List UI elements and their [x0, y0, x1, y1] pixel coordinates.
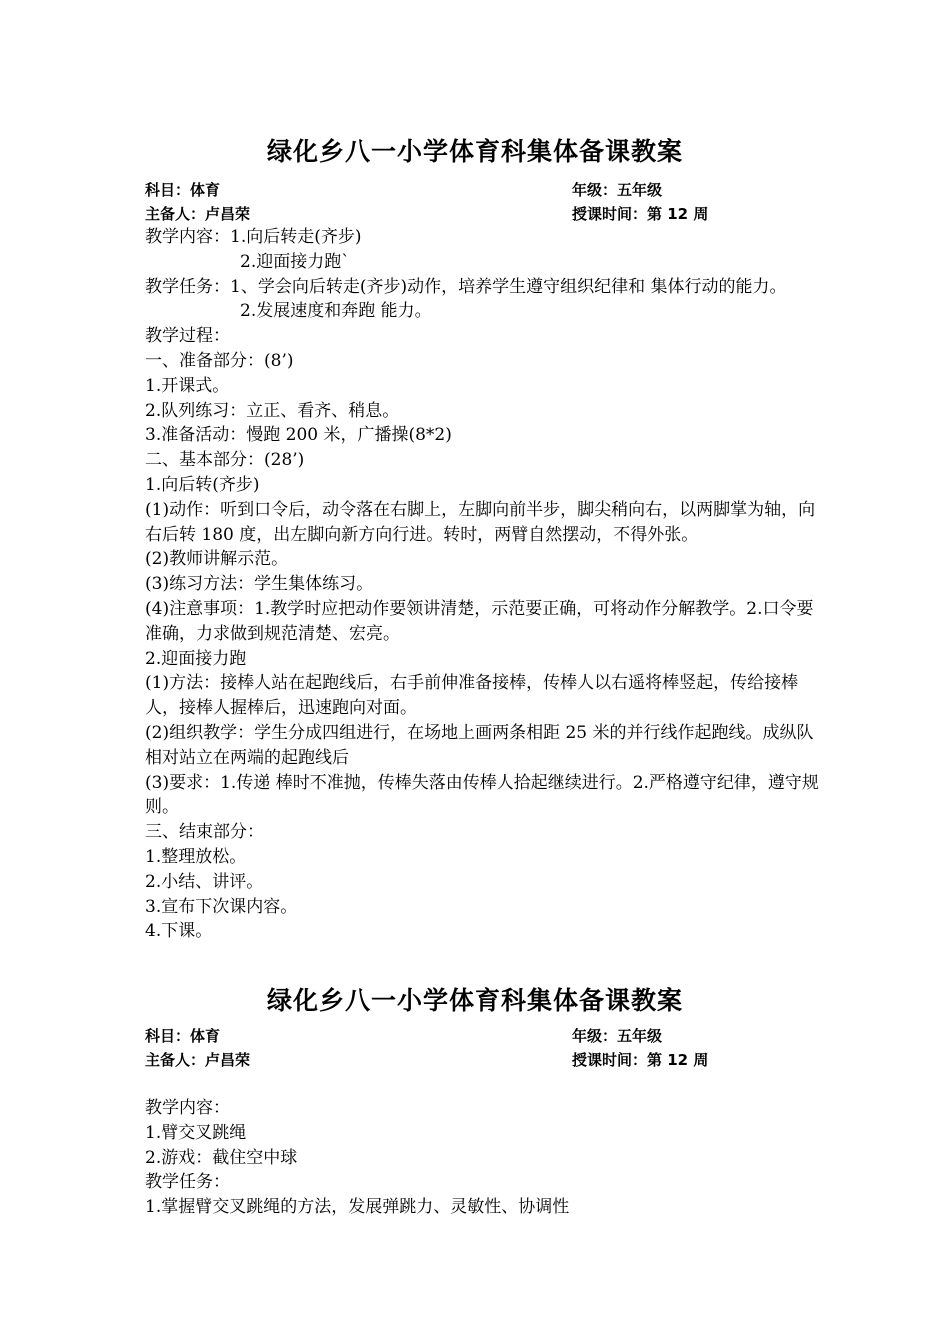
list-item: 1.开课式。 — [145, 375, 230, 396]
list-item: (4)注意事项：1.教学时应把动作要领讲清楚，示范要正确，可将动作分解教学。2.口令要准确，力求做到规范清楚、宏亮。 — [145, 598, 814, 644]
task-line: 教学任务：1、学会向后转走(齐步)动作，培养学生遵守组织纪律和 集体行动的能力。 — [145, 276, 787, 297]
list-item: (1)方法：接棒人站在起跑线后，右手前伸准备接棒，传棒人以右遥将棒竖起，传给接棒人，接棒人握棒后，迅速跑向对面。 — [145, 673, 799, 719]
list-item: 1.整理放松。 — [145, 846, 247, 867]
list-item: (3)要求：1.传递 棒时不准抛，传棒失落由传棒人拾起继续进行。2.严格遵守纪律，遵守规则。 — [145, 772, 819, 818]
meta-row-1 — [145, 179, 825, 201]
list-item: (2)组织教学：学生分成四组进行，在场地上画两条相距 25 米的并行线作起跑线。成纵队相对站立在两端的起跑线后 — [145, 722, 814, 768]
subject-field: 科目：体育 — [145, 1027, 221, 1045]
content-heading: 教学内容： — [145, 1098, 230, 1118]
list-item: 2.游戏：截住空中球 — [145, 1147, 298, 1168]
meta-row-3 — [145, 1025, 825, 1047]
lesson-body-1 — [145, 225, 825, 944]
list-item: 1.掌握臂交叉跳绳的方法，发展弹跳力、灵敏性、协调性 — [145, 1197, 570, 1218]
grade-field: 年级：五年级 — [572, 181, 663, 199]
meta-row-4 — [145, 1049, 825, 1071]
subject-field: 科目：体育 — [145, 181, 221, 199]
list-item: 2.队列练习：立正、看齐、稍息。 — [145, 400, 400, 421]
lesson-body-2 — [145, 1096, 825, 1220]
list-item: 1.向后转(齐步) — [145, 474, 260, 495]
teaching-time-field: 授课时间：第 12 周 — [572, 1051, 709, 1069]
task-line: 2.发展速度和奔跑 能力。 — [240, 301, 432, 322]
list-item: 3.准备活动：慢跑 200 米，广播操(8*2) — [145, 425, 452, 446]
preparer-field: 主备人：卢昌荣 — [145, 205, 251, 223]
list-item: (3)练习方法：学生集体练习。 — [145, 574, 374, 595]
document-title: 绿化乡八一小学体育科集体备课教案 — [266, 137, 683, 166]
document-title-2: 绿化乡八一小学体育科集体备课教案 — [266, 986, 683, 1015]
section-heading: 一、准备部分：(8’) — [145, 350, 294, 371]
list-item: (1)动作：听到口令后，动令落在右脚上，左脚向前半步，脚尖稍向右，以两脚掌为轴，向右后转 180 度，出左脚向新方向行进。转时，两臂自然摆动，不得外张。 — [145, 499, 816, 545]
content-line: 2.迎面接力跑` — [240, 251, 350, 272]
meta-row-2 — [145, 203, 825, 225]
list-item: 1.臂交叉跳绳 — [145, 1122, 247, 1143]
task-heading: 教学任务： — [145, 1172, 230, 1193]
section-heading: 二、基本部分：(28’) — [145, 450, 305, 471]
section-heading: 三、结束部分： — [145, 822, 264, 843]
teaching-time-field: 授课时间：第 12 周 — [572, 205, 709, 223]
list-item: (2)教师讲解示范。 — [145, 549, 289, 570]
preparer-field: 主备人：卢昌荣 — [145, 1051, 251, 1069]
list-item: 3.宣布下次课内容。 — [145, 896, 298, 917]
list-item: 4.下课。 — [145, 921, 213, 942]
process-heading: 教学过程： — [145, 326, 230, 347]
list-item: 2.迎面接力跑 — [145, 648, 247, 669]
grade-field: 年级：五年级 — [572, 1027, 663, 1045]
list-item: 2.小结、讲评。 — [145, 871, 264, 892]
content-line: 教学内容：1.向后转走(齐步) — [145, 227, 362, 247]
